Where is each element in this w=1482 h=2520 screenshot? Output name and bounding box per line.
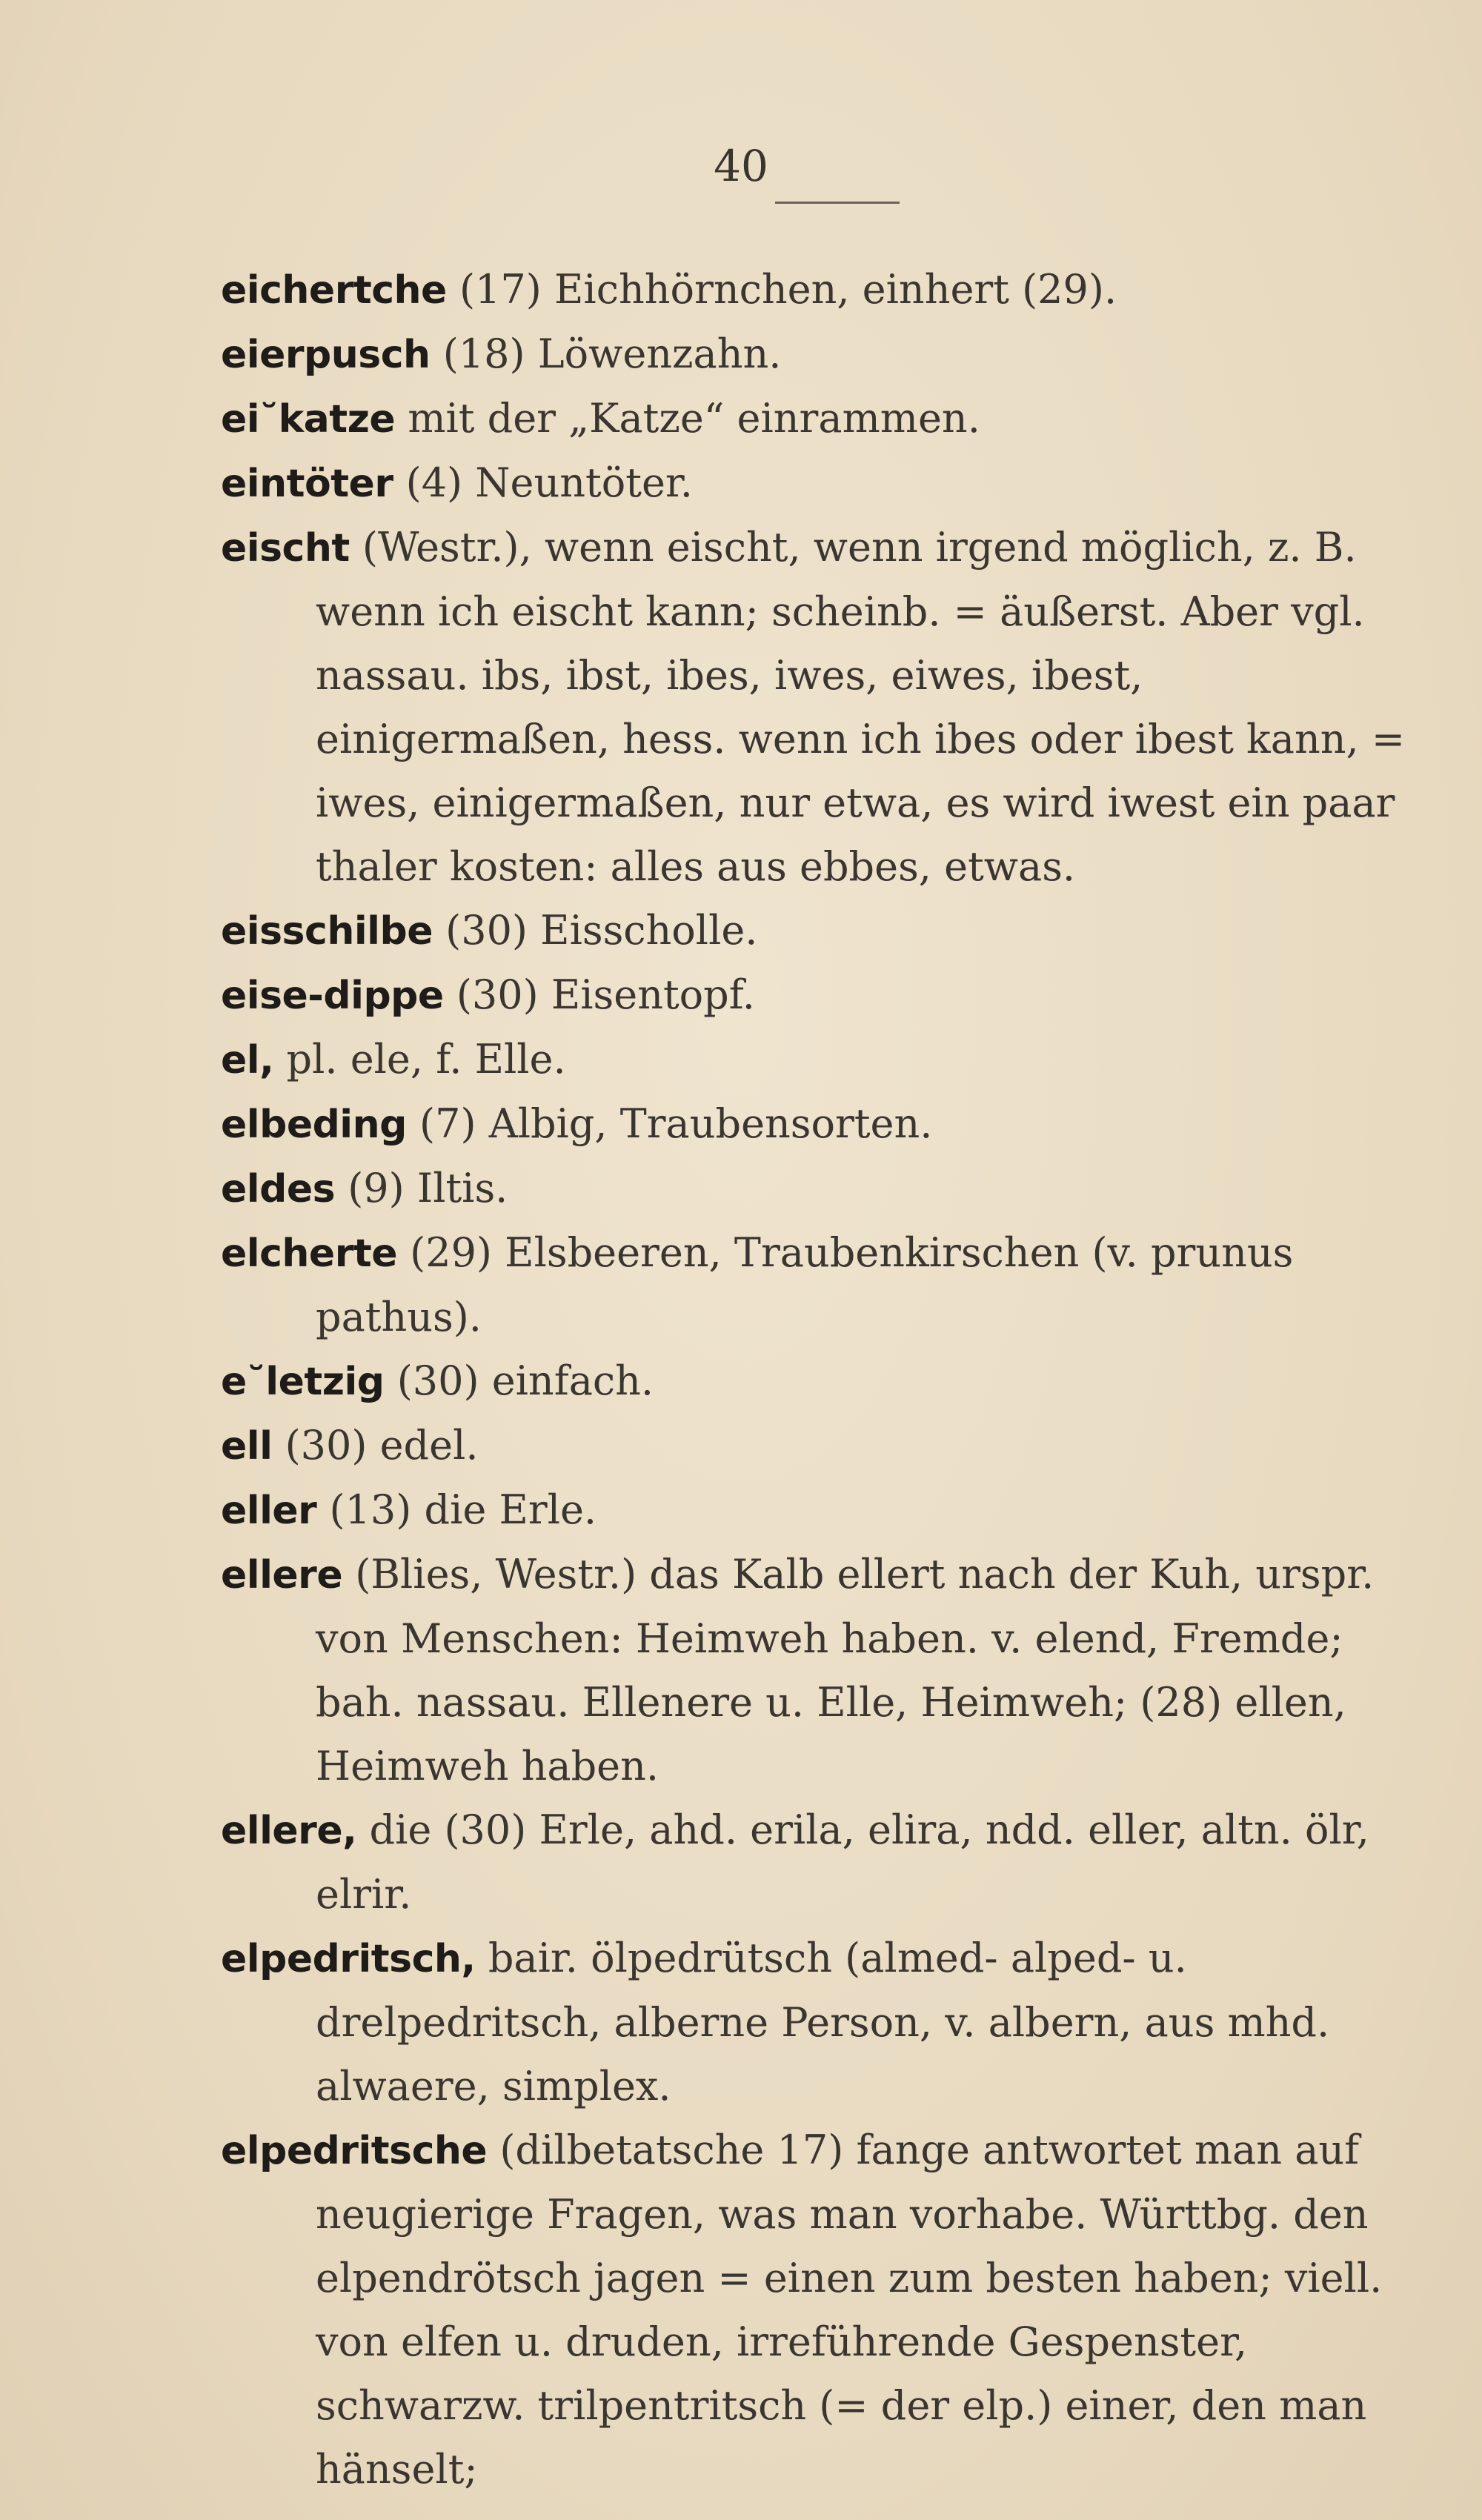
entry-headword: eise-dippe [221,974,444,1018]
dictionary-entry [221,1543,1443,1798]
entry-headword: eldes [221,1167,336,1211]
dictionary-entry [221,258,1443,322]
dictionary-entry [221,1028,1443,1092]
entry-headword: eierpusch [221,333,431,377]
entry-definition: (30) Eisscholle. [432,907,758,954]
entry-definition: pl. ele, f. Elle. [273,1036,566,1083]
entry-definition: (30) einfach. [384,1357,654,1404]
entry-definition: (30) edel. [272,1422,479,1469]
entry-headword: eller [221,1489,317,1533]
entry-definition: mit der „Katze“ einrammen. [395,395,980,442]
entry-headword: elcherte [221,1231,397,1276]
entry-headword: ei˘katze [221,397,396,442]
dictionary-entry [221,1926,1443,2118]
dictionary-entry [221,1157,1443,1221]
entry-headword: eintöter [221,462,393,506]
dictionary-entry [221,1092,1443,1157]
dictionary-entry [221,322,1443,387]
dictionary-entry [221,387,1443,451]
entry-definition: (17) Eichhörnchen, einhert (29). [446,266,1117,313]
entry-headword: ell [221,1424,273,1469]
header-rule [775,202,900,204]
dictionary-entry [221,1221,1443,1349]
entry-headword: eisschilbe [221,909,433,954]
dictionary-entry [221,1349,1443,1414]
dictionary-entry [221,1478,1443,1543]
entry-headword: eischt [221,526,350,571]
entry-definition: (13) die Erle. [316,1486,597,1533]
entry-definition: (Blies, Westr.) das Kalb ellert nach der Kuh, urspr. von Menschen: Heimweh haben. v. elend, Fremde; bah. nassau. Ellenere u. Elle, Heimweh; (28) ellen, Heimweh haben. [316,1551,1375,1789]
entry-headword: elbeding [221,1103,407,1147]
dictionary-entry [221,451,1443,516]
entry-definition: (30) Eisentopf. [443,971,755,1018]
dictionary-entry [221,963,1443,1028]
dictionary-entry [221,1414,1443,1478]
entry-definition: bair. ölpedrütsch (almed- alped- u. drelpedritsch, alberne Person, v. albern, aus mhd. alwaere, simplex. [316,1935,1330,2110]
entry-definition: (dilbetatsche 17) fange antwortet man auf neugierige Fragen, was man vorhabe. Württbg. den elpendrötsch jagen = einen zum besten haben; viell. von elfen u. druden, irreführende Gespenster, schwarzw. trilpentritsch (= der elp.) einer, den man hänselt; [316,2127,1383,2493]
entry-list [221,258,1443,2501]
entry-headword: e˘letzig [221,1360,385,1404]
dictionary-entry [221,1798,1443,1926]
entry-definition: (18) Löwenzahn. [430,330,782,377]
entry-definition: (Westr.), wenn eischt, wenn irgend möglich, z. B. wenn ich eischt kann; scheinb. = äußerst. Aber vgl. nassau. ibs, ibst, ibes, iwes, eiwes, ibest, einigermaßen, hess. wenn ich ibes oder ibest kann, = iwes, einigermaßen, nur etwa, es wird iwest ein paar thaler kosten: alles aus ebbes, etwas. [316,524,1406,890]
dictionary-entry [221,2118,1443,2501]
entry-definition: die (30) Erle, ahd. erila, elira, ndd. eller, altn. ölr, elrir. [316,1806,1369,1918]
entry-definition: (9) Iltis. [335,1165,508,1211]
entry-headword: eichertche [221,268,447,313]
entry-headword: el, [221,1038,274,1083]
entry-headword: ellere, [221,1809,357,1853]
entry-headword: elpedritsch, [221,1937,476,1981]
dictionary-entry [221,516,1443,899]
entry-headword: elpedritsche [221,2129,488,2173]
entry-definition: (29) Elsbeeren, Traubenkirschen (v. prunus pathus). [316,1229,1294,1340]
entry-definition: (7) Albig, Traubensorten. [406,1100,933,1147]
entry-definition: (4) Neuntöter. [393,459,693,506]
entry-headword: ellere [221,1553,343,1598]
page-number: 40 [714,141,768,191]
dictionary-entry [221,899,1443,963]
